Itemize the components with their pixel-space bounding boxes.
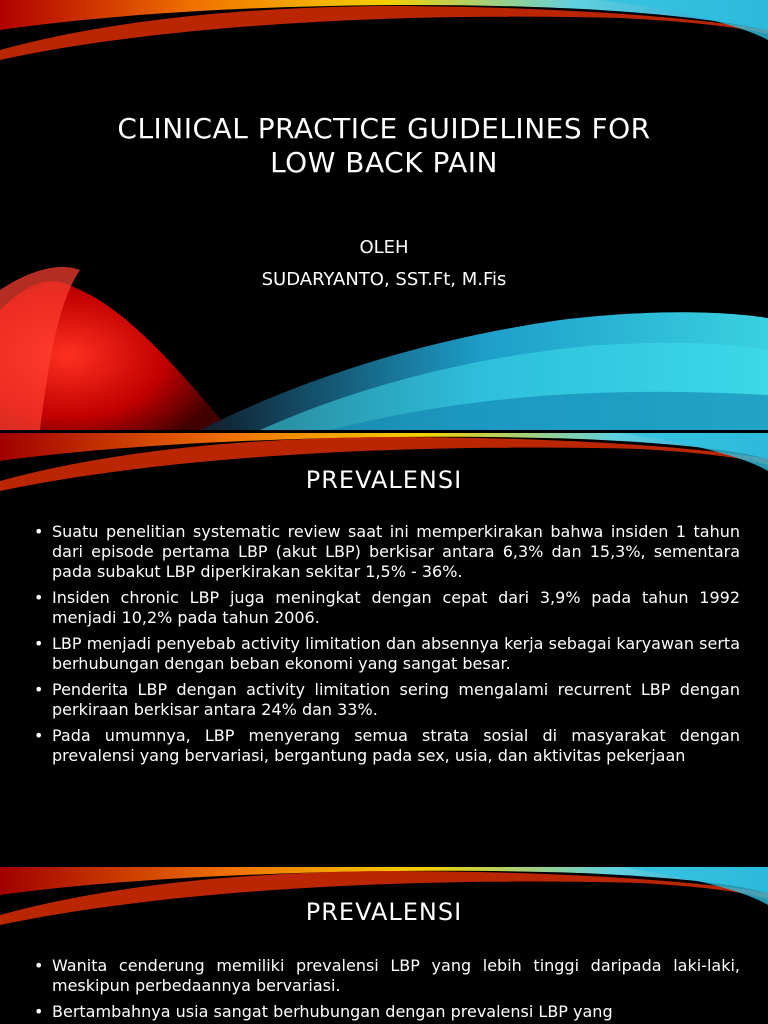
prevalensi-slide-2 xyxy=(0,867,768,1024)
list-item: • Insiden chronic LBP juga meningkat dengan cepat dari 3,9% pada tahun 1992 menjadi 10,2% pada tahun 2006. xyxy=(28,588,740,628)
list-item: • Suatu penelitian systematic review saat ini memperkirakan bahwa insiden 1 tahun dari episode pertama LBP (akut LBP) berkisar antara 6,3% dan 15,3%, sementara pada subakut LBP diperkirakan sekitar 1,5% - 36%. xyxy=(28,522,740,582)
title-line-2: LOW BACK PAIN xyxy=(270,146,498,179)
presentation-subtitle xyxy=(0,232,768,296)
list-item: • LBP menjadi penyebab activity limitation dan absennya kerja sebagai karyawan serta berhubungan dengan beban ekonomi yang sangat besar. xyxy=(28,634,740,674)
subtitle-line-1: OLEH xyxy=(359,237,409,258)
bullet-list xyxy=(28,956,740,1024)
title-line-1: CLINICAL PRACTICE GUIDELINES FOR xyxy=(117,112,651,145)
slide-title: PREVALENSI xyxy=(305,898,463,926)
list-item: • Pada umumnya, LBP menyerang semua strata sosial di masyarakat dengan prevalensi yang bervariasi, bergantung pada sex, usia, dan aktivitas pekerjaan xyxy=(28,726,740,766)
author-name: SUDARYANTO, SST.Ft, M.Fis xyxy=(261,269,507,290)
list-item: • Penderita LBP dengan activity limitation sering mengalami recurrent LBP dengan perkiraan berkisar antara 24% dan 33%. xyxy=(28,680,740,720)
title-slide xyxy=(0,0,768,430)
slide-title: PREVALENSI xyxy=(305,466,463,494)
prevalensi-slide-1 xyxy=(0,433,768,865)
swoosh-background xyxy=(0,0,768,430)
list-item: • Wanita cenderung memiliki prevalensi LBP yang lebih tinggi daripada laki-laki, meskipun perbedaannya bervariasi. xyxy=(28,956,740,996)
list-item: • Bertambahnya usia sangat berhubungan dengan prevalensi LBP yang xyxy=(28,1002,740,1022)
presentation-title xyxy=(0,112,768,180)
bullet-list xyxy=(28,522,740,772)
